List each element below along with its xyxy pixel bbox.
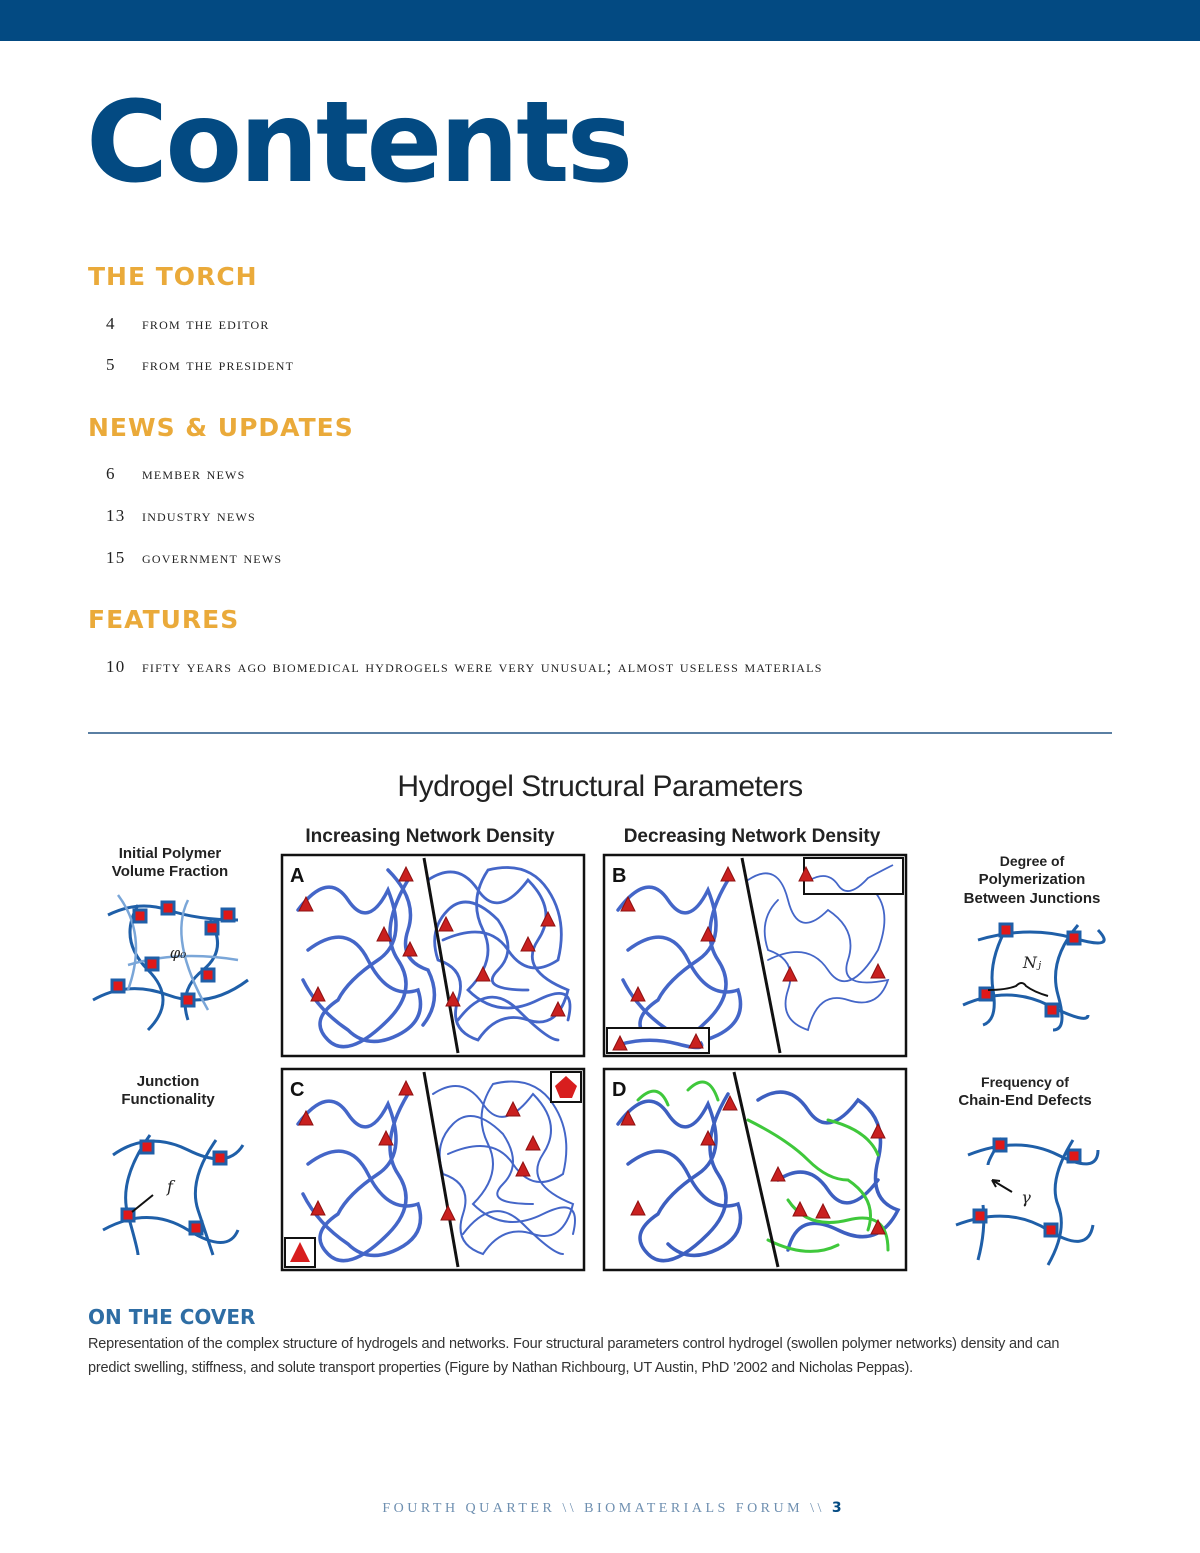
section-divider [88,732,1112,734]
toc-page-number: 15 [106,548,126,567]
toc-item[interactable] [106,355,294,375]
toc-item[interactable] [106,548,282,568]
nj-symbol: Nⱼ [1022,953,1042,972]
schematic-label: Initial Polymer [118,845,222,862]
decreasing-density-label: Decreasing Network Density [623,826,881,847]
junction-functionality-schematic [103,1135,243,1255]
page-footer [0,1500,1200,1517]
page-title: Contents [86,78,631,208]
section-heading-news-updates: NEWS & UPDATES [88,413,354,442]
toc-page-number: 6 [106,464,116,483]
footer-separator: \\ [810,1501,825,1516]
schematic-label: Polymerization [978,871,1086,888]
footer-separator: \\ [562,1501,578,1516]
cover-figure [88,760,1112,1280]
panel-c-label: C [290,1079,305,1101]
gamma-symbol: γ [1021,1188,1031,1207]
schematic-label: Frequency of [981,1074,1069,1090]
toc-item-title: member news [142,464,246,483]
cover-heading: ON THE COVER [88,1305,256,1329]
panel-c [282,1069,584,1270]
f-symbol: f [167,1177,173,1196]
schematic-label: Functionality [121,1091,215,1108]
toc-page-number: 13 [106,506,126,525]
panel-d-label: D [612,1079,627,1101]
toc-page-number: 4 [106,314,116,333]
toc-item[interactable] [106,314,270,334]
footer-issue: FOURTH QUARTER [382,1501,556,1516]
toc-item[interactable] [106,464,245,484]
footer-page-number: 3 [831,1500,842,1516]
panel-b [604,855,906,1056]
toc-item-title: from the president [142,355,295,374]
panel-d [604,1069,906,1270]
toc-page-number: 5 [106,355,116,374]
panel-b-label: B [612,865,627,887]
polymerization-schematic [963,924,1104,1030]
schematic-label: Between Junctions [963,890,1101,907]
schematic-label: Junction [136,1073,200,1090]
panel-a [282,855,584,1056]
volume-fraction-schematic [93,895,248,1030]
section-heading-the-torch: THE TORCH [88,262,258,291]
increasing-density-label: Increasing Network Density [305,826,555,847]
schematic-label: Chain-End Defects [958,1092,1092,1109]
toc-item[interactable] [106,506,256,526]
header-bar [0,0,1200,41]
section-heading-features: FEATURES [88,605,240,634]
hydrogel-diagram [88,760,1112,1280]
toc-item-title: from the editor [142,314,270,333]
cover-caption: Representation of the complex structure of hydrogels and networks. Four structural parameters control hydrogel (swollen polymer networks) density and can predict swelling, stiffness, and solute transport properties (Figure by Nathan Richbourg, UT Austin, PhD ’2002 and Nicholas Peppas). [88,1336,1060,1376]
schematic-label: Volume Fraction [111,863,229,880]
toc-item-title: fifty years ago biomedical hydrogels were very unusual; almost useless materials [142,657,823,676]
toc-page-number: 10 [106,657,126,676]
toc-item-title: government news [142,548,283,567]
phi-symbol: φ₀ [169,944,187,962]
toc-item-title: industry news [142,506,256,525]
figure-title: Hydrogel Structural Parameters [397,770,803,803]
schematic-label: Degree of [999,853,1065,869]
panel-a-label: A [290,865,305,887]
footer-publication: BIOMATERIALS FORUM [584,1501,804,1516]
toc-item[interactable] [106,657,823,677]
